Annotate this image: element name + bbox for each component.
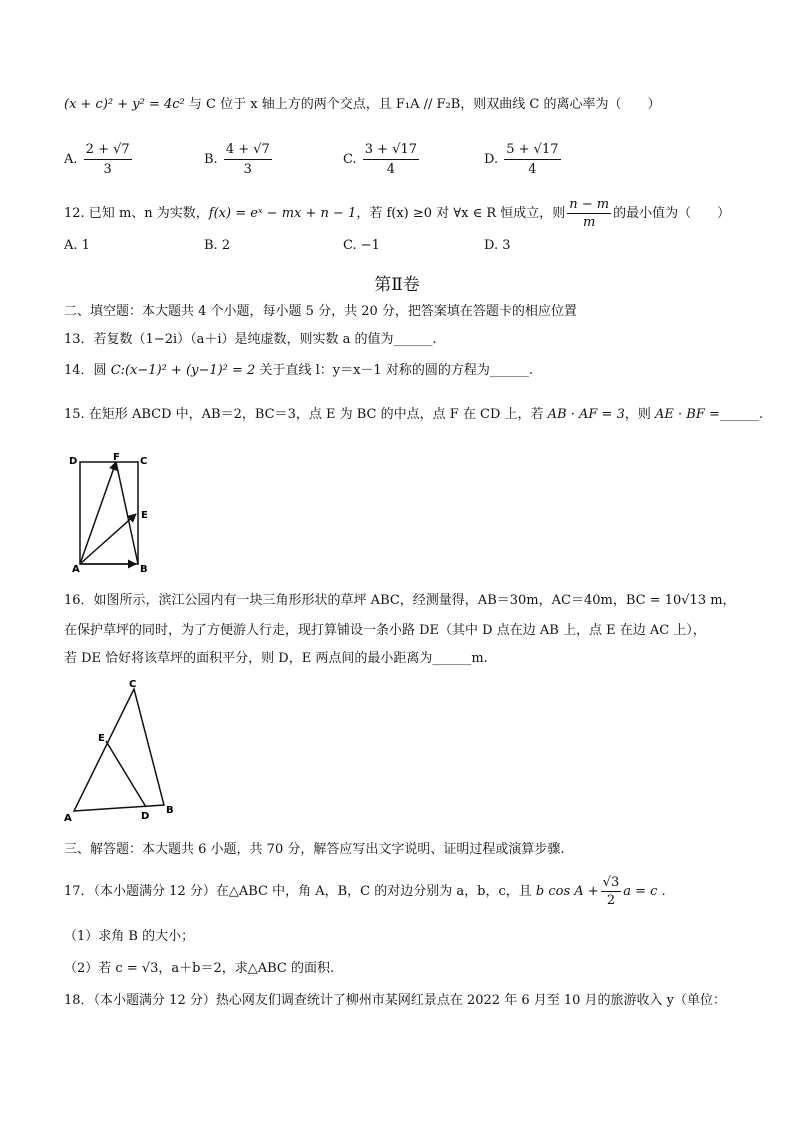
label-c: C xyxy=(140,456,148,467)
segment-bf xyxy=(116,462,138,564)
q17-part-1: （1）求角 B 的大小； xyxy=(64,929,195,944)
label-e: E xyxy=(98,733,105,744)
fill-in-header: 二、填空题：本大题共 4 个小题，每小题 5 分，共 20 分，把答案填在答题卡的相应位置 xyxy=(64,304,577,319)
q12-fraction: $\frac{n - m}{m}$ xyxy=(569,197,610,230)
q17-fraction: $\frac{√3}{2}$ xyxy=(602,875,620,908)
q11-circle-equation: (x + c)² + y² = 4c² xyxy=(64,97,185,112)
label-e: E xyxy=(141,510,148,521)
label-d: D xyxy=(69,456,78,467)
q16-line-3: 若 DE 恰好将该草坪的面积平分，则 D，E 两点间的最小距离为______m. xyxy=(64,651,488,666)
label-d: D xyxy=(141,811,150,822)
q12-option-d: D. 3 xyxy=(484,238,511,253)
q12-line: 12. 已知 m、n 为实数，f(x) = eˣ − mx + n − 1，若 f(x) ≥0 对 ∀x ∈ R 恒成立，则 $\frac{n - m}{m}$ 的最小值为（ ） xyxy=(64,197,731,230)
q12-option-a: A. 1 xyxy=(64,238,90,253)
q11-condition-line xyxy=(64,98,660,111)
q16-line-1: 16．如图所示，滨江公园内有一块三角形形状的草坪 ABC，经测量得，AB＝30m，AC＝40m，BC = 10√13 m， xyxy=(64,593,736,608)
triangle-abc xyxy=(74,689,164,811)
label-c: C xyxy=(129,679,137,690)
solve-header: 三、解答题：本大题共 6 小题，共 70 分，解答应写出文字说明、证明过程或演算步骤. xyxy=(64,842,565,857)
q11-option-d: D. $\frac{5 + √17}{4}$ xyxy=(484,142,559,177)
label-a: A xyxy=(64,813,72,824)
q12-option-b: B. 2 xyxy=(204,238,231,253)
q15-rectangle-figure xyxy=(64,448,164,578)
q11-text: 与 C 位于 x 轴上方的两个交点，且 F₁A // F₂B，则双曲线 C 的离心率为（ ） xyxy=(184,97,661,112)
q14-line: 14．圆 C:(x−1)² + (y−1)² = 2 关于直线 l：y＝x－1 对称的圆的方程为______. xyxy=(64,363,533,378)
q15-line: 15. 在矩形 ABCD 中，AB＝2，BC＝3，点 E 为 BC 的中点，点 F 在 CD 上，若 AB · AF = 3，则 AE · BF =______. xyxy=(64,407,764,422)
label-b: B xyxy=(140,564,148,575)
q17-line: 17．（本小题满分 12 分）在△ABC 中，角 A，B，C 的对边分别为 a，b，c，且 b cos A + $\frac{√3}{2}$ a = c . xyxy=(64,875,666,908)
rectangle-abcd xyxy=(80,462,138,564)
q18-text: 18．（本小题满分 12 分）热心网友们调查统计了柳州市某网红景点在 2022 年 6 月至 10 月的旅游收入 y（单位： xyxy=(64,993,727,1008)
q11-option-c: C. $\frac{3 + √17}{4}$ xyxy=(343,142,418,177)
q11-option-b: B. $\frac{4 + √7}{3}$ xyxy=(204,142,270,177)
label-a: A xyxy=(72,564,80,575)
q14-circle-equation: C:(x−1)² + (y−1)² = 2 xyxy=(110,363,256,378)
q12-function: f(x) = eˣ − mx + n − 1 xyxy=(208,206,357,221)
q13-text: 13．若复数（1−2i）（a＋i）是纯虚数，则实数 a 的值为______. xyxy=(64,332,437,347)
label-f: F xyxy=(113,452,120,463)
segment-de xyxy=(106,741,146,807)
q12-option-c: C. −1 xyxy=(343,238,380,253)
label-b: B xyxy=(166,805,174,816)
q11-option-a: A. $\frac{2 + √7}{3}$ xyxy=(64,142,130,177)
q15-target-product: AE · BF xyxy=(655,407,705,422)
q15-condition: AB · AF = 3 xyxy=(547,407,625,422)
q16-triangle-figure xyxy=(60,675,190,825)
q16-line-2: 在保护草坪的同时，为了方便游人行走，现打算铺设一条小路 DE（其中 D 点在边 AB 上，点 E 在边 AC 上）， xyxy=(64,623,706,638)
q17-part-2: （2）若 c = √3，a＋b＝2，求△ABC 的面积. xyxy=(64,961,335,976)
section-2-title: 第Ⅱ卷 xyxy=(374,275,420,295)
